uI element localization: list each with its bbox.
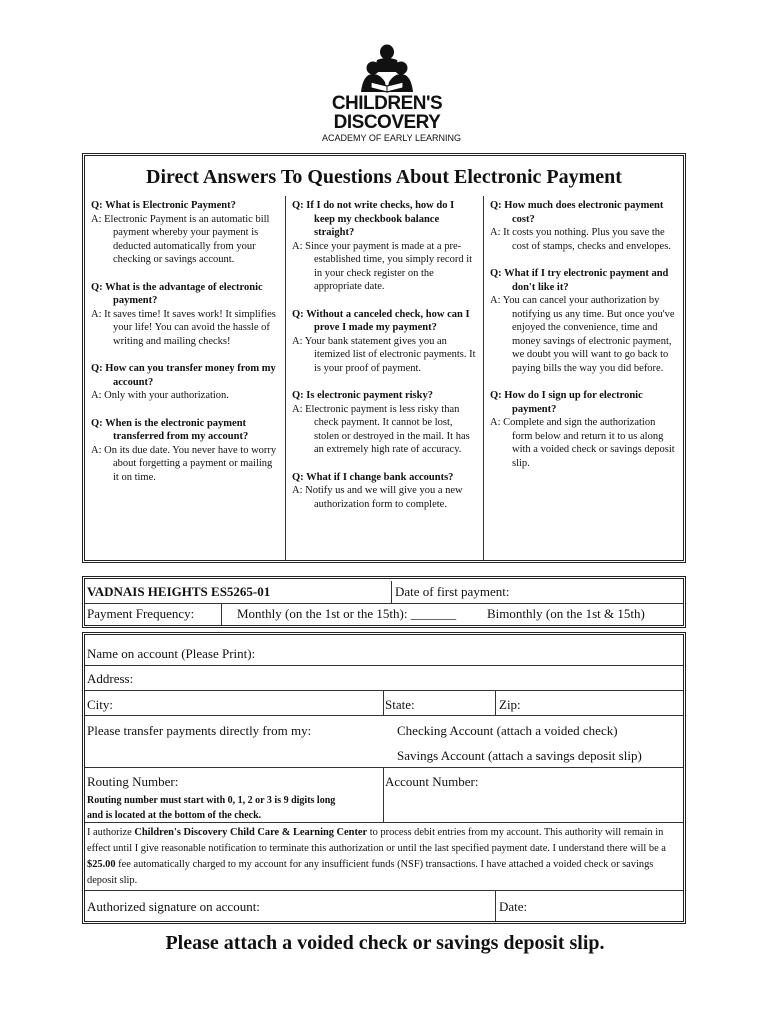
payment-frequency-label: Payment Frequency: (87, 606, 195, 621)
divider (85, 822, 683, 823)
city-field[interactable]: City: (87, 697, 114, 712)
faq-question: Q: What is the advantage of electronic payment? (91, 281, 263, 306)
divider (85, 690, 683, 691)
faq-column-1 (85, 196, 285, 560)
divider (391, 581, 392, 603)
faq-answer: A: It costs you nothing. Plus you save the cost of stamps, checks and envelopes. (490, 227, 671, 252)
faq-item (91, 417, 279, 485)
auth-text-middle: to process debit entries from my account. This authority will remain in effect until I give reasonable notification to terminate this authorization or until the last specified payment date. I understand there will be a (87, 827, 666, 854)
faq-answer: A: Electronic payment is less risky than check payment. It cannot be lost, stolen or destroyed in the mail. It has an extremely high rate of accuracy. (292, 403, 470, 455)
faq-answer: A: On its due date. You never have to worry about forgetting a payment or mailing it on time. (91, 444, 277, 483)
signature-date-field[interactable]: Date: (499, 899, 528, 914)
faq-answer: A: It saves time! It saves work! It simplifies your life! You can avoid the hassle of writing and mailing checks! (91, 308, 276, 347)
company-name: Children's Discovery Child Care & Learning Center (134, 827, 368, 838)
faq-question: Q: Without a canceled check, how can I prove I made my payment? (292, 308, 470, 333)
footer-note: Please attach a voided check or savings deposit slip. (165, 932, 605, 954)
routing-note-line-1: Routing number must start with 0, 1, 2 or 3 is 9 digits long (87, 795, 336, 806)
faq-item (91, 281, 279, 349)
payment-info-box (82, 576, 686, 628)
faq-question: Q: What if I change bank accounts? (292, 471, 454, 483)
faq-question: Q: When is the electronic payment transferred from my account? (91, 417, 249, 442)
address-field[interactable]: Address: (87, 671, 134, 686)
faq-question: Q: How can you transfer money from my account? (91, 363, 276, 388)
faq-item (292, 308, 477, 376)
divider (495, 890, 496, 921)
name-on-account-field[interactable]: Name on account (Please Print): (87, 646, 256, 661)
divider (221, 603, 222, 625)
faq-box (82, 153, 686, 563)
faq-item (490, 389, 677, 470)
faq-answer: A: You can cancel your authorization by notifying us any time. But once you've enjoyed the convenience, time and money savings of electronic payment, we doubt you will want to go back to paying bills the way you did before. (490, 295, 675, 374)
faq-item (490, 267, 677, 375)
logo-tagline: ACADEMY OF EARLY LEARNING (322, 133, 462, 143)
auth-text-start: I authorize (87, 827, 135, 838)
faq-answer: A: Complete and sign the authorization form below and return it to us along with a voided check or savings deposit slip. (490, 417, 675, 469)
divider (85, 890, 683, 891)
authorization-form (82, 632, 686, 924)
faq-question: Q: What if I try electronic payment and don't like it? (490, 268, 669, 293)
faq-column-3 (483, 196, 683, 560)
faq-question: Q: If I do not write checks, how do I keep my checkbook balance straight? (292, 200, 455, 238)
divider (85, 715, 683, 716)
first-payment-date-field[interactable]: Date of first payment: (395, 584, 510, 599)
state-field[interactable]: State: (385, 697, 415, 712)
divider (383, 767, 384, 822)
transfer-source-label: Please transfer payments directly from my: (87, 723, 312, 738)
faq-answer: A: Only with your authorization. (91, 390, 229, 401)
children-reading-icon (347, 42, 427, 94)
faq-item (292, 389, 477, 457)
bimonthly-option[interactable]: Bimonthly (on the 1st & 15th) (487, 606, 645, 621)
divider (495, 690, 496, 715)
faq-answer: A: Since your payment is made at a pre-established time, you simply record it in your check register on the appropriate date. (292, 240, 473, 292)
signature-field[interactable]: Authorized signature on account: (87, 899, 260, 914)
location-code: VADNAIS HEIGHTS ES5265-01 (87, 584, 271, 599)
logo-name-line-1: CHILDREN'S (331, 93, 443, 114)
routing-number-field[interactable]: Routing Number: (87, 774, 179, 789)
faq-answer: A: Notify us and we will give you a new authorization form to complete. (292, 485, 463, 510)
faq-item (91, 362, 279, 403)
faq-item (292, 471, 477, 512)
divider (85, 767, 683, 768)
savings-account-option[interactable]: Savings Account (attach a savings deposit slip) (397, 748, 642, 763)
divider (383, 690, 384, 715)
info-row-frequency (85, 603, 683, 625)
faq-question: Q: How much does electronic payment cost? (490, 200, 664, 225)
faq-question: Q: Is electronic payment risky? (292, 390, 433, 401)
info-row-location (85, 581, 683, 604)
account-number-field[interactable]: Account Number: (385, 774, 479, 789)
monthly-option[interactable]: Monthly (on the 1st or the 15th): _______ (237, 606, 457, 621)
nsf-fee: $25.00 (87, 859, 116, 870)
divider (85, 665, 683, 666)
faq-title: Direct Answers To Questions About Electronic Payment (146, 166, 622, 188)
faq-answer: A: Your bank statement gives you an itemized list of electronic payments. It is your proof of payment. (292, 335, 476, 374)
authorization-statement (87, 825, 679, 889)
checking-account-option[interactable]: Checking Account (attach a voided check) (397, 723, 618, 738)
faq-question: Q: What is Electronic Payment? (91, 200, 236, 211)
logo-name-line-2: DISCOVERY (333, 112, 441, 133)
routing-note-line-2: and is located at the bottom of the check. (87, 810, 262, 821)
faq-question: Q: How do I sign up for electronic payment? (490, 390, 643, 415)
auth-text-end: fee automatically charged to my account for any insufficient funds (NSF) transactions. I have attached a voided check or savings deposit slip. (87, 859, 654, 886)
zip-field[interactable]: Zip: (499, 697, 521, 712)
faq-answer: A: Electronic Payment is an automatic bill payment whereby your payment is deducted automatically from your checking or savings account. (91, 213, 270, 265)
faq-column-2 (285, 196, 483, 560)
academy-logo (322, 42, 462, 150)
faq-item (292, 199, 477, 294)
faq-item (91, 199, 279, 267)
faq-item (490, 199, 677, 253)
